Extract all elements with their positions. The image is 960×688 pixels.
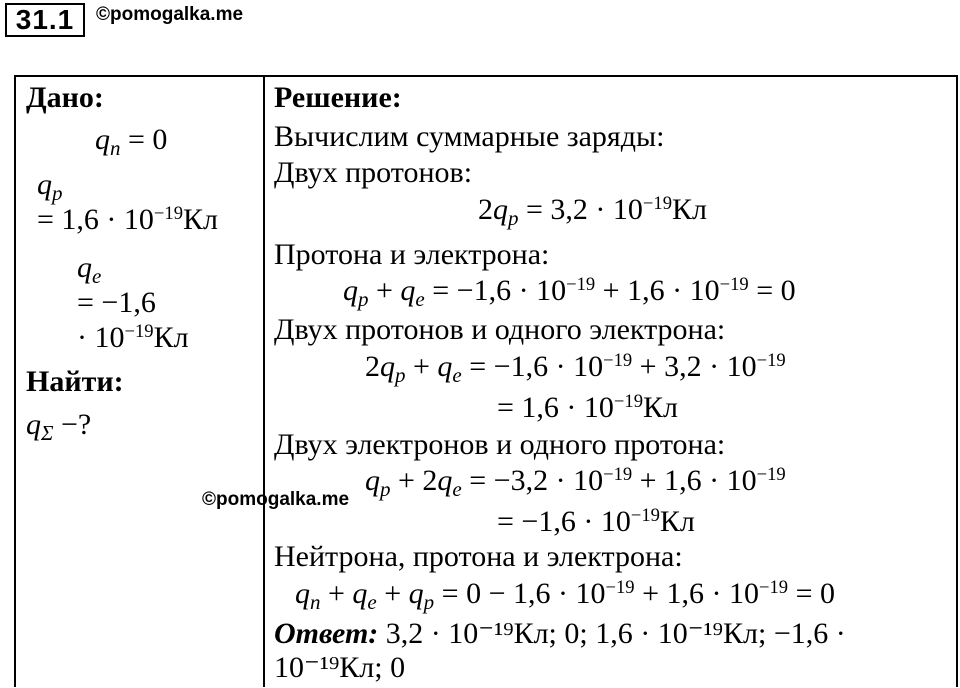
given-qp-value: = $1,6 \cdot 10^{-19}Кл$ [37,202,218,236]
case2-label: Протона и электрона: [274,238,550,271]
watermark-top: ©pomogalka.me [96,4,244,25]
watermark-center: ©pomogalka.me [202,489,350,510]
given-qe-value: = −1,6 [77,286,156,319]
case3-formula: $2q_p + q_e = -1,6 \cdot 10^{-19} + 3,2 \cdot 10^{-19}$ [365,349,786,388]
case4-result: = $-1,6 \cdot 10^{-19}Кл$ [497,504,695,538]
case3-result: = $1,6 \cdot 10^{-19}Кл$ [497,390,678,424]
given-qe-cont: · $10^{-19}Кл$ [77,320,189,354]
given-qp-symbol: $q_p$ [37,168,63,206]
find-heading: Найти: [26,365,124,398]
answer-line1: Ответ: 3,2 · 10⁻¹⁹Кл; 0; 1,6 · 10⁻¹⁹Кл; −1,6 · [274,617,846,650]
solution-intro: Вычислим суммарные заряды: [274,120,665,153]
case2-formula: $q_p + q_e = -1,6 \cdot 10^{-19} + 1,6 \cdot 10^{-19} = 0$ [343,273,796,312]
answer-line2: 10⁻¹⁹Кл; 0 [274,651,406,684]
find-target: $q_\Sigma$ −? [26,408,92,446]
column-divider [263,75,265,687]
given-qn: $q_n = 0$ [95,123,168,161]
case4-formula: $q_p + 2q_e = -3,2 \cdot 10^{-19} + 1,6 \cdot 10^{-19}$ [365,463,786,502]
solution-heading: Решение: [274,81,402,114]
given-qe-symbol: $q_e$ [77,251,102,289]
given-heading: Дано: [26,81,104,114]
case3-label: Двух протонов и одного электрона: [274,313,726,346]
case5-formula: $q_n + q_e + q_p = 0 - 1,6 \cdot 10^{-19} + 1,6 \cdot 10^{-19} = 0$ [295,576,836,615]
case1-label: Двух протонов: [274,156,473,189]
case4-label: Двух электронов и одного протона: [274,428,726,461]
case5-label: Нейтрона, протона и электрона: [274,540,683,573]
case1-formula: $2q_p = 3,2 \cdot 10^{-19}Кл$ [478,192,707,231]
problem-number: 31.1 [5,3,85,37]
